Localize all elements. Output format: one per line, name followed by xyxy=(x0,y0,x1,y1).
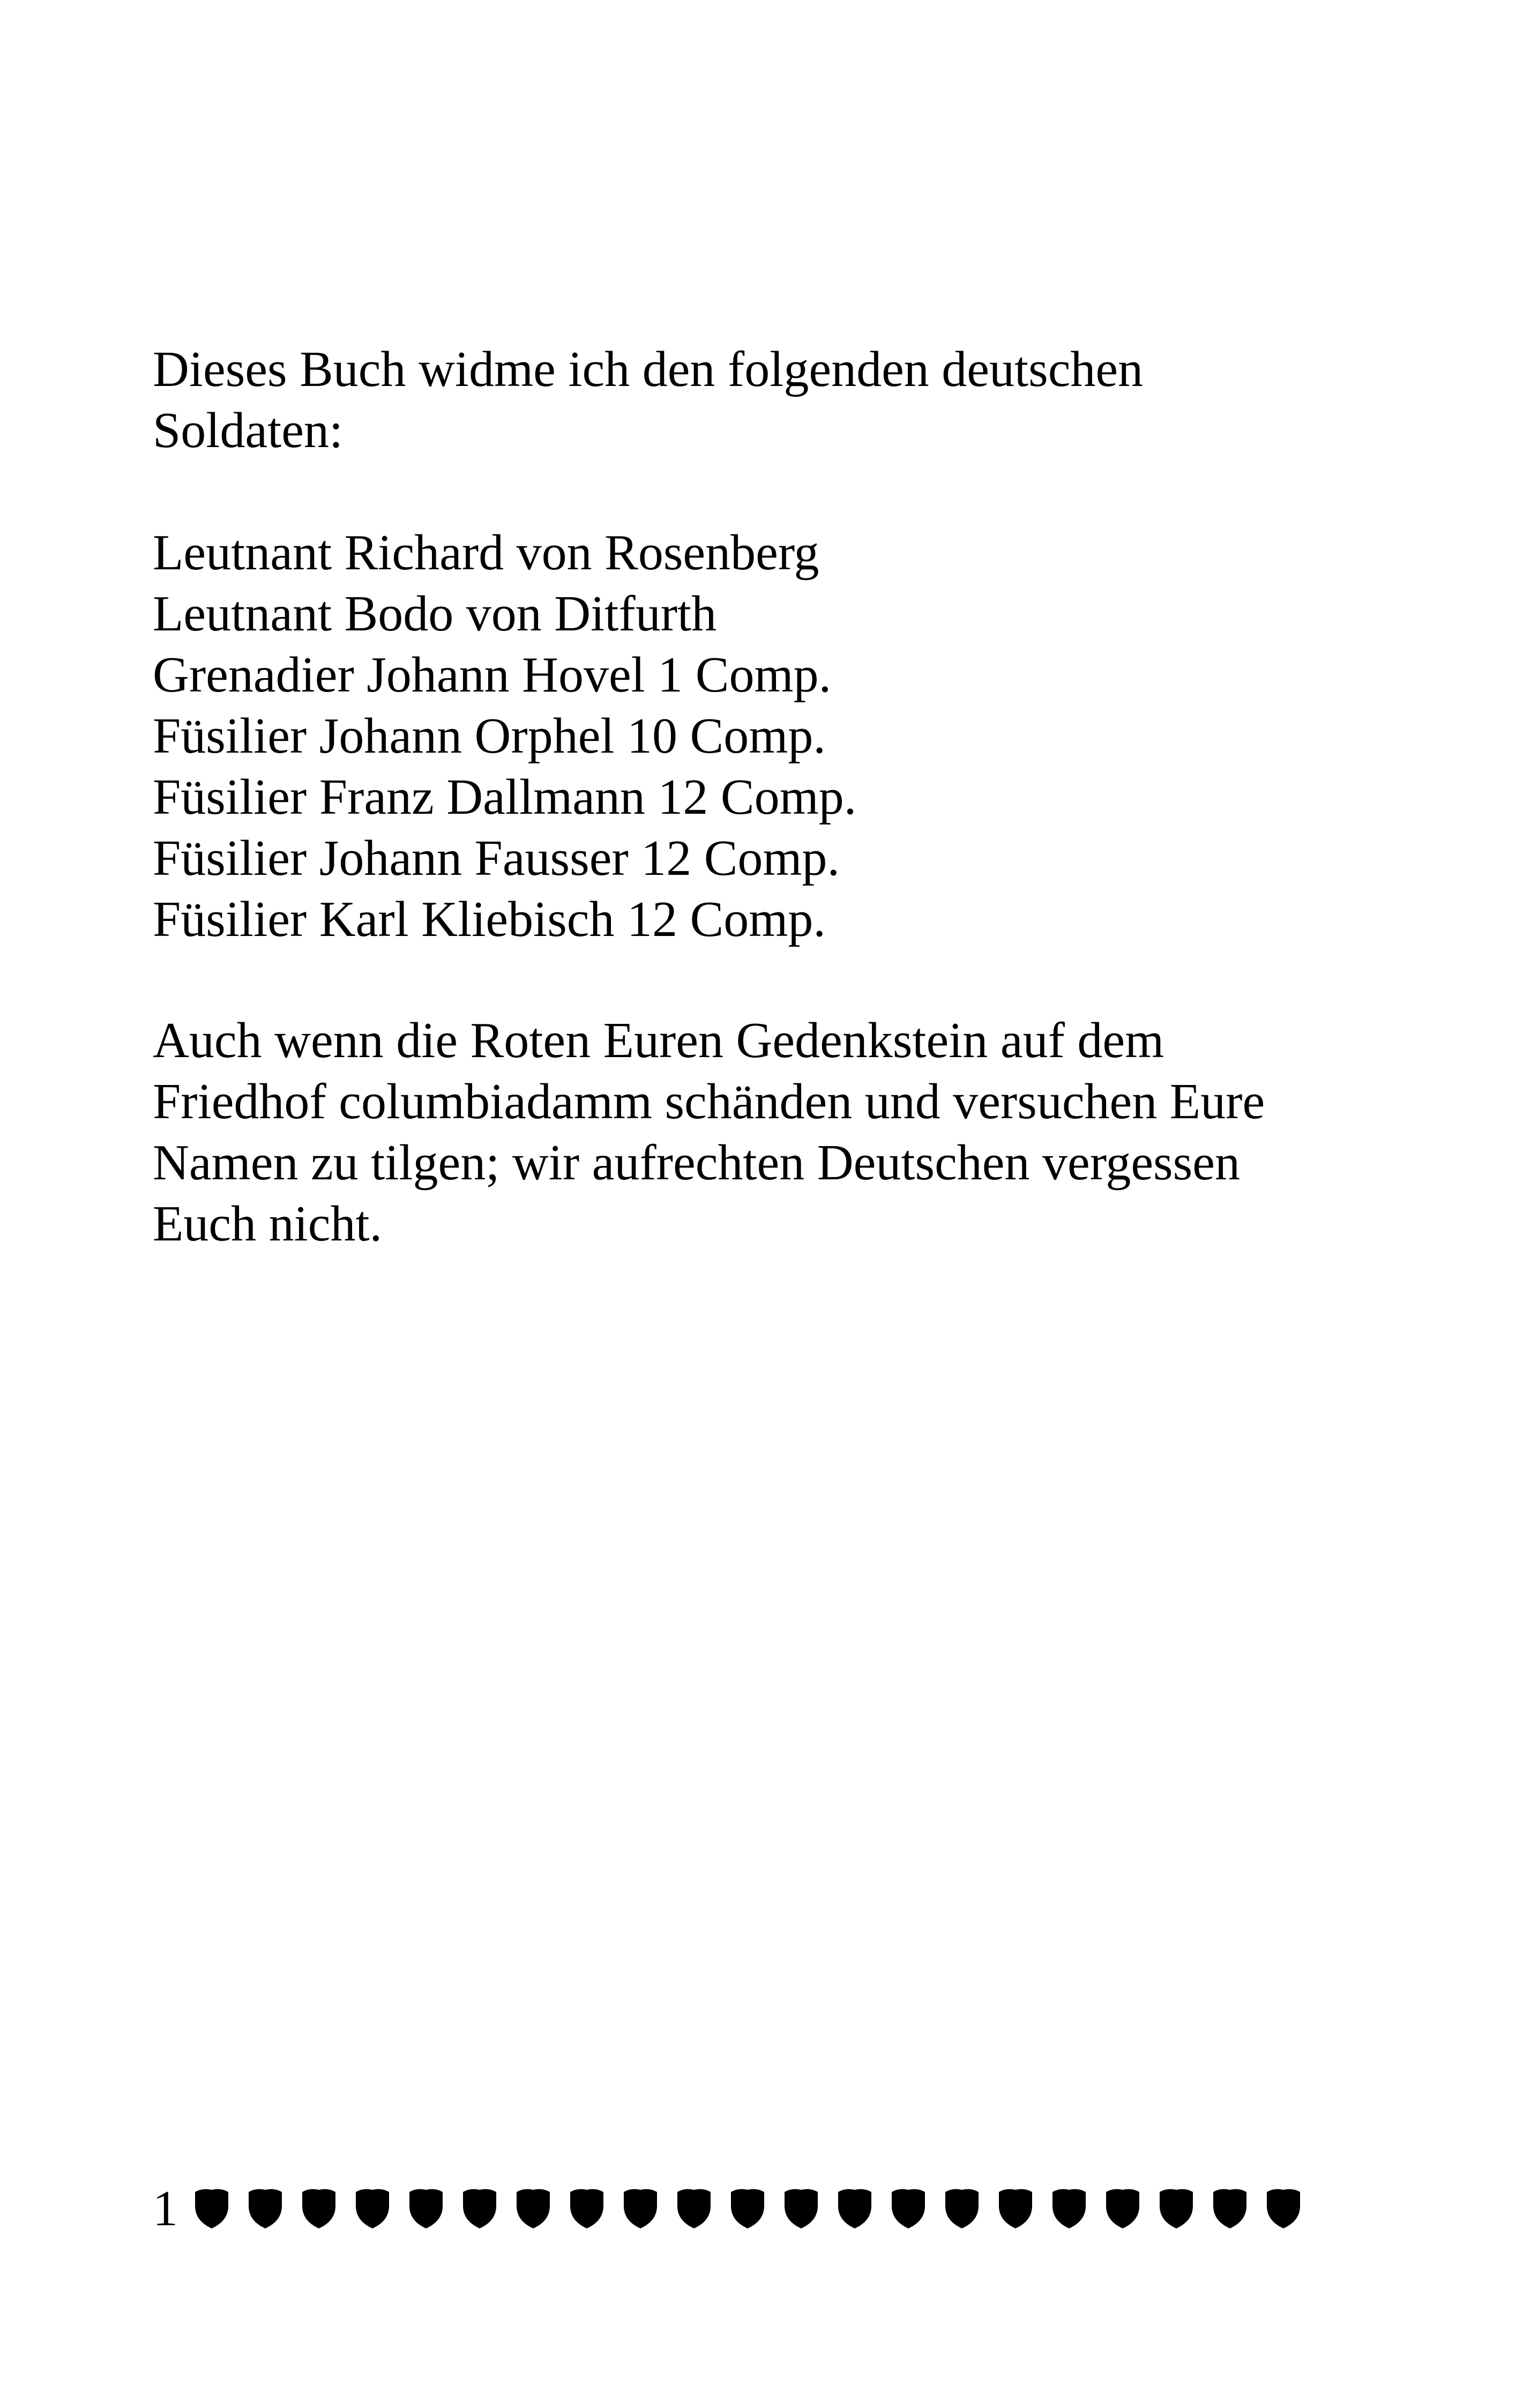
shield-icon xyxy=(193,2188,230,2229)
shield-icon xyxy=(729,2188,766,2229)
shield-icon xyxy=(568,2188,606,2229)
shield-icon xyxy=(997,2188,1034,2229)
shield-icon xyxy=(514,2188,552,2229)
soldier-name: Leutnant Richard von Rosenberg xyxy=(153,525,819,581)
shield-icon xyxy=(1265,2188,1302,2229)
shield-icon xyxy=(1211,2188,1249,2229)
soldier-name: Füsilier Johann Fausser 12 Comp. xyxy=(153,830,840,886)
closing-line: Euch nicht. xyxy=(153,1196,383,1252)
closing-line: Namen zu tilgen; wir aufrechten Deutschen vergessen xyxy=(153,1135,1240,1191)
shield-icon xyxy=(1104,2188,1141,2229)
dedication-line: Soldaten: xyxy=(153,403,344,458)
shield-icon xyxy=(1158,2188,1195,2229)
soldier-name: Füsilier Johann Orphel 10 Comp. xyxy=(153,708,826,764)
shield-icon xyxy=(943,2188,981,2229)
shield-icon xyxy=(836,2188,874,2229)
shield-icon xyxy=(354,2188,391,2229)
shield-icon xyxy=(1050,2188,1088,2229)
closing-paragraph xyxy=(153,1010,1385,1254)
soldier-name: Füsilier Karl Kliebisch 12 Comp. xyxy=(153,891,826,947)
ornament-row xyxy=(193,2188,1302,2229)
closing-line: Auch wenn die Roten Euren Gedenkstein auf dem xyxy=(153,1013,1164,1068)
shield-icon xyxy=(890,2188,927,2229)
shield-icon xyxy=(782,2188,820,2229)
dedication-paragraph xyxy=(153,339,1385,461)
soldier-list xyxy=(153,522,1385,950)
soldier-name: Grenadier Johann Hovel 1 Comp. xyxy=(153,647,832,703)
shield-icon xyxy=(247,2188,284,2229)
closing-line: Friedhof columbiadamm schänden und versuchen Eure xyxy=(153,1074,1265,1129)
page-number: 1 xyxy=(153,2181,178,2236)
dedication-line: Dieses Buch widme ich den folgenden deutschen xyxy=(153,341,1144,397)
shield-icon xyxy=(407,2188,445,2229)
soldier-name: Leutnant Bodo von Ditfurth xyxy=(153,586,717,642)
soldier-name: Füsilier Franz Dallmann 12 Comp. xyxy=(153,769,857,825)
shield-icon xyxy=(461,2188,498,2229)
page-footer xyxy=(153,2178,1302,2239)
shield-icon xyxy=(300,2188,338,2229)
shield-icon xyxy=(622,2188,659,2229)
shield-icon xyxy=(675,2188,713,2229)
